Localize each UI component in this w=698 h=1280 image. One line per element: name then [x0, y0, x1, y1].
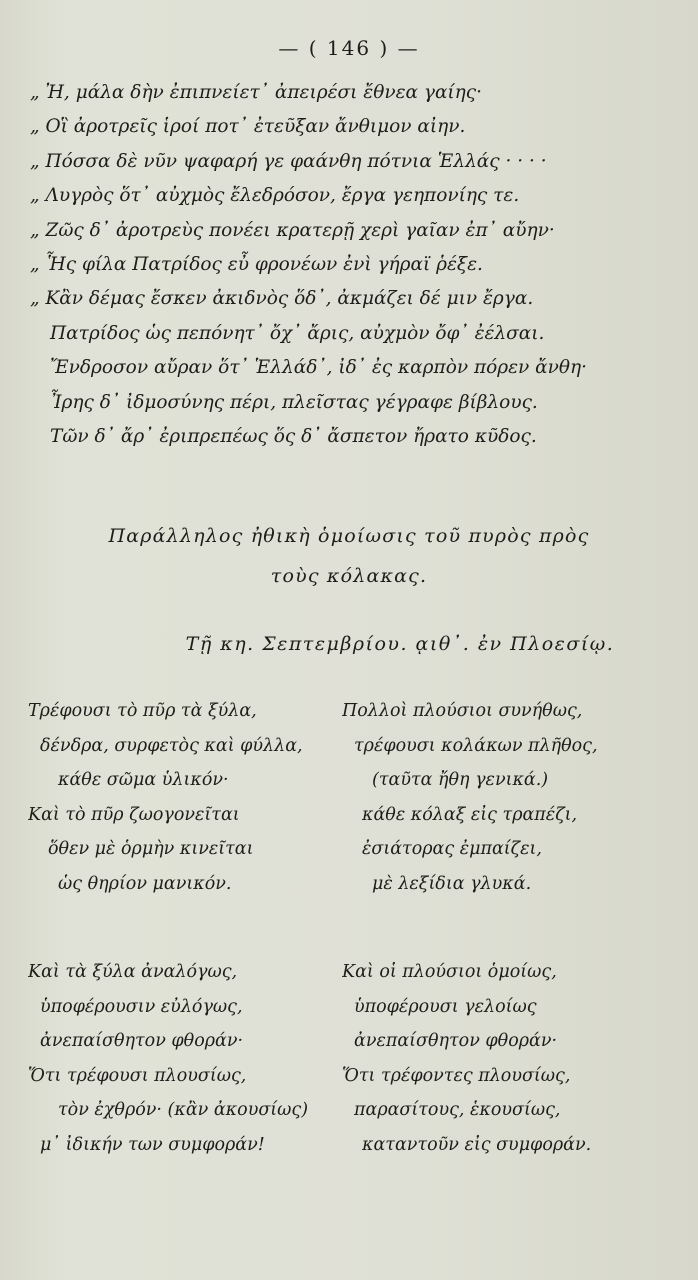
- verse-block: [30, 76, 670, 454]
- stanza-line: ὅθεν μὲ ὁρμὴν κινεῖται: [48, 839, 254, 859]
- stanza-line: Τρέφουσι τὸ πῦρ τὰ ξύλα,: [28, 701, 257, 721]
- stanza-line: τὸν ἐχθρόν· (κἂν ἀκουσίως): [58, 1100, 309, 1120]
- verse-line: „ Ζῶς δ᾽ ἀροτρεὺς πονέει κρατερῇ χερὶ γαῖαν ἐπ᾽ αὔην·: [30, 219, 555, 241]
- stanza-line: Καὶ τὰ ξύλα ἀναλόγως,: [28, 962, 238, 982]
- stanza-line: ἐσιάτορας ἐμπαίζει,: [362, 839, 542, 859]
- poem-title-line-2: τοὺς κόλακας.: [270, 565, 428, 587]
- verse-line: Τῶν δ᾽ ἄρ᾽ ἐριπρεπέως ὅς δ᾽ ἄσπετον ἤρατο κῦδος.: [50, 425, 537, 447]
- dateline: Τῇ κη. Σεπτεμβρίου. ᾳιθ᾽. ἐν Πλοεσίῳ.: [185, 633, 615, 655]
- stanza-line: καταντοῦν εἰς συμφοράν.: [362, 1134, 592, 1155]
- verse-line: „ Κἂν δέμας ἔσκεν ἀκιδνὸς ὅδ᾽, ἀκμάζει δέ μιν ἔργα.: [30, 288, 534, 310]
- poem-title: [20, 516, 678, 596]
- stanza-line: κάθε κόλαξ εἰς τραπέζι,: [362, 804, 578, 825]
- verse-line: Ἔνδροσον αὔραν ὅτ᾽ Ἑλλάδ᾽, ἰδ᾽ ἐς καρπὸν πόρεν ἄνθη·: [50, 357, 588, 379]
- stanza-line: τρέφουσι κολάκων πλῆθος,: [354, 735, 598, 756]
- verse-line: Πατρίδος ὡς πεπόνητ᾽ ὄχ᾽ ἄρις, αὐχμὸν ὄφ᾽ ἐέλσαι.: [50, 322, 545, 344]
- stanza-line: δένδρα, συρφετὸς καὶ φύλλα,: [40, 735, 303, 756]
- stanza-line: Ὅτι τρέφοντες πλουσίως,: [342, 1065, 571, 1086]
- stanza-line: Καὶ οἱ πλούσιοι ὁμοίως,: [342, 962, 557, 982]
- page-number: — ( 146 ) —: [278, 36, 420, 60]
- stanza-line: ἀνεπαίσθητον φθοράν·: [354, 1031, 558, 1051]
- verse-line: „ Οἳ ἀροτρεῖς ἱροί ποτ᾽ ἐτεῦξαν ἄνθιμον αἰην.: [30, 116, 466, 138]
- stanza-line: μὲ λεξίδια γλυκά.: [372, 873, 532, 894]
- verse-line: „ Ἠ, μάλα δὴν ἐπιπνείετ᾽ ἀπειρέσι ἔθνεα γαίης·: [30, 82, 483, 103]
- stanza-line: ὡς θηρίον μανικόν.: [58, 873, 232, 894]
- stanza-line: (ταῦτα ἤθη γενικά.): [372, 770, 549, 790]
- verse-line: „ Ἧς φίλα Πατρίδος εὖ φρονέων ἐνὶ γήραϊ ῥέξε.: [30, 253, 483, 275]
- stanza-1-right-column: [342, 694, 662, 901]
- stanza-line: ἀνεπαίσθητον φθοράν·: [40, 1031, 244, 1051]
- stanza-line: ὑποφέρουσιν εὐλόγως,: [40, 996, 243, 1017]
- stanza-line: ὑποφέρουσι γελοίως: [354, 996, 537, 1017]
- verse-line: „ Λυγρὸς ὅτ᾽ αὐχμὸς ἔλεδρόσον, ἔργα γεηπονίης τε.: [30, 185, 520, 207]
- stanza-1-left-column: [28, 694, 348, 901]
- verse-line: Ἶρης δ᾽ ἰδμοσύνης πέρι, πλεῖστας γέγραφε βίβλους.: [50, 391, 538, 413]
- stanza-line: Πολλοὶ πλούσιοι συνήθως,: [342, 701, 583, 721]
- verse-line: „ Πόσσα δὲ νῦν ψαφαρή γε φαάνθη πότνια Ἑλλάς · · · ·: [30, 150, 547, 172]
- stanza-line: κάθε σῶμα ὑλικόν·: [58, 770, 229, 790]
- stanza-2-left-column: [28, 955, 348, 1162]
- stanza-line: Ὅτι τρέφουσι πλουσίως,: [28, 1065, 247, 1086]
- stanza-line: Καὶ τὸ πῦρ ζωογονεῖται: [28, 804, 240, 825]
- poem-title-line-1: Παράλληλος ἠθικὴ ὁμοίωσις τοῦ πυρὸς πρὸς: [108, 525, 590, 547]
- stanza-line: παρασίτους, ἑκουσίως,: [354, 1100, 561, 1120]
- stanza-2-right-column: [342, 955, 662, 1162]
- stanza-line: μ᾽ ἰδικήν των συμφοράν!: [40, 1134, 265, 1155]
